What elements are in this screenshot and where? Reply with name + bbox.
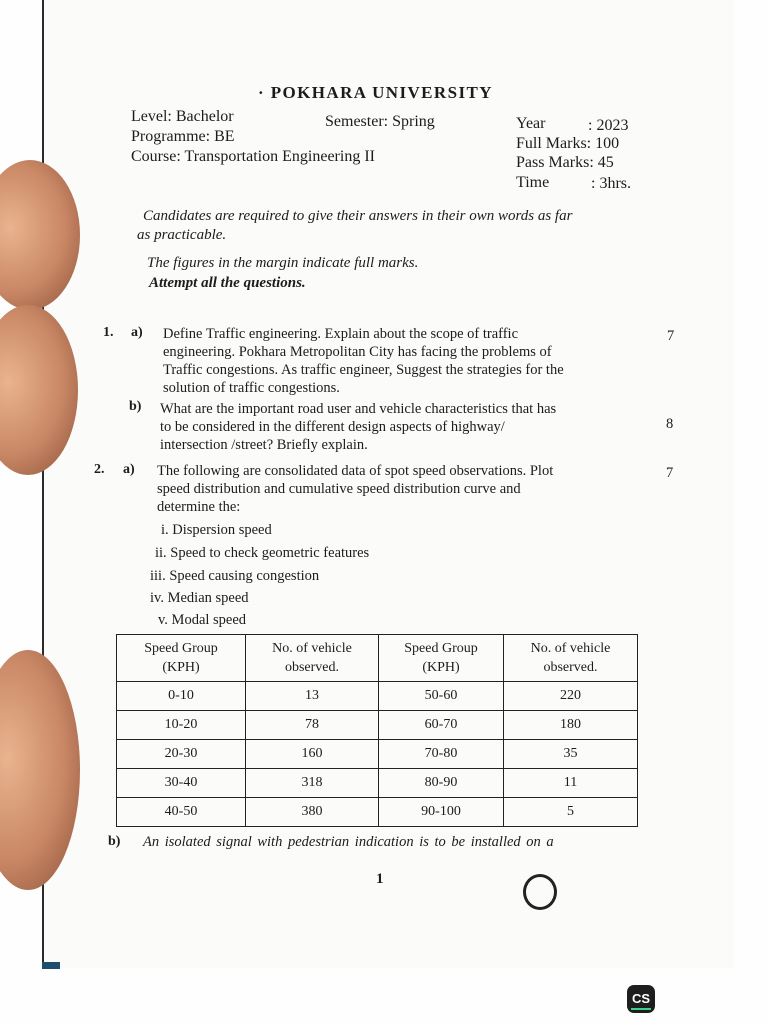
table-cell: 80-90: [379, 769, 504, 798]
level: Level: Bachelor: [131, 108, 234, 125]
table-cell: 180: [504, 711, 638, 740]
table-cell: 10-20: [117, 711, 246, 740]
pass-marks: Pass Marks: 45: [516, 154, 614, 171]
bullet-dot: ·: [258, 83, 271, 102]
q2a-label: a): [123, 462, 135, 477]
q2a-subitem-1: i. Dispersion speed: [161, 522, 272, 538]
q2a-line-2: speed distribution and cumulative speed distribution curve and: [157, 481, 521, 497]
university-title: [258, 84, 493, 101]
header-text: Speed Group: [404, 641, 478, 656]
q2a-subitem-4: iv. Median speed: [150, 590, 249, 606]
q1b-line-1: What are the important road user and vehicle characteristics that has: [160, 401, 557, 417]
q2-number: 2.: [94, 462, 105, 477]
header-unit: observed.: [284, 660, 340, 675]
q2a-line-1: The following are consolidated data of spot speed observations. Plot: [157, 463, 554, 479]
header-vehicles-1: [246, 635, 379, 682]
header-speed-group-1: [117, 635, 246, 682]
table-cell: 0-10: [117, 682, 246, 711]
table-cell: 220: [504, 682, 638, 711]
q1a-label: a): [131, 325, 143, 340]
q2b-text: An isolated signal with pedestrian indication is to be installed on a: [143, 834, 554, 850]
q1a-line-4: solution of traffic congestions.: [163, 380, 340, 396]
table-cell: 20-30: [117, 740, 246, 769]
header-speed-group-2: [379, 635, 504, 682]
camscanner-badge-icon: CS: [627, 985, 655, 1013]
q1a-marks: 7: [667, 328, 675, 344]
q2a-text: [157, 462, 638, 516]
full-marks: Full Marks: 100: [516, 135, 620, 152]
circle-mark-icon: [523, 874, 557, 910]
table-cell: 70-80: [379, 740, 504, 769]
q2a-line-3: determine the:: [157, 499, 241, 515]
q1b-text: [160, 400, 640, 454]
table-row: [117, 798, 638, 827]
header-text: Speed Group: [144, 641, 218, 656]
header-unit: (KPH): [162, 660, 200, 675]
table-cell: 90-100: [379, 798, 504, 827]
q1a-line-1: Define Traffic engineering. Explain about the scope of traffic: [163, 326, 519, 342]
table-cell: 50-60: [379, 682, 504, 711]
header-text: No. of vehicle: [530, 641, 611, 656]
table-cell: 35: [504, 740, 638, 769]
table-cell: 11: [504, 769, 638, 798]
q2a-marks: 7: [666, 465, 674, 481]
q1a-line-2: engineering. Pokhara Metropolitan City has facing the problems of: [163, 344, 552, 360]
table-cell: 78: [246, 711, 379, 740]
q1a-text: [163, 325, 641, 397]
page-number: 1: [376, 871, 384, 887]
table-cell: 60-70: [379, 711, 504, 740]
table-row: [117, 711, 638, 740]
table-header-row: [117, 635, 638, 682]
q2b-label: b): [108, 834, 121, 849]
paper-edge-mark: [42, 962, 60, 969]
q1a-line-3: Traffic congestions. As traffic engineer, Suggest the strategies for the: [163, 362, 564, 378]
table-row: [117, 769, 638, 798]
year-label: Year: [516, 115, 546, 132]
q2a-subitem-3: iii. Speed causing congestion: [150, 568, 320, 584]
q2a-subitem-5: v. Modal speed: [158, 612, 247, 628]
header-unit: (KPH): [422, 660, 460, 675]
instruction-line-4: Attempt all the questions.: [149, 275, 306, 291]
table-cell: 380: [246, 798, 379, 827]
header-text: No. of vehicle: [272, 641, 352, 656]
table-cell: 13: [246, 682, 379, 711]
table-row: [117, 682, 638, 711]
q1b-marks: 8: [666, 416, 674, 432]
q1-number: 1.: [103, 325, 114, 340]
table-cell: 40-50: [117, 798, 246, 827]
table-cell: 30-40: [117, 769, 246, 798]
header-unit: observed.: [543, 660, 598, 675]
university-name: POKHARA UNIVERSITY: [270, 83, 493, 102]
semester: Semester: Spring: [325, 113, 435, 130]
instruction-line-3: The figures in the margin indicate full marks.: [147, 255, 419, 271]
spot-speed-table: [116, 634, 638, 827]
year-value: : 2023: [588, 117, 629, 134]
q1b-line-3: intersection /street? Briefly explain.: [160, 437, 368, 453]
header-vehicles-2: [504, 635, 638, 682]
time-value: : 3hrs.: [591, 175, 631, 192]
instruction-line-2: as practicable.: [137, 227, 227, 243]
programme: Programme: BE: [131, 128, 235, 145]
q1b-label: b): [129, 399, 142, 414]
table-row: [117, 740, 638, 769]
table-cell: 318: [246, 769, 379, 798]
instruction-line-1: Candidates are required to give their answers in their own words as far: [143, 208, 573, 224]
time-label: Time: [516, 174, 550, 191]
table-cell: 160: [246, 740, 379, 769]
q2a-subitem-2: ii. Speed to check geometric features: [155, 545, 370, 561]
q1b-line-2: to be considered in the different design aspects of highway/: [160, 419, 505, 435]
course: Course: Transportation Engineering II: [131, 148, 375, 165]
table-cell: 5: [504, 798, 638, 827]
